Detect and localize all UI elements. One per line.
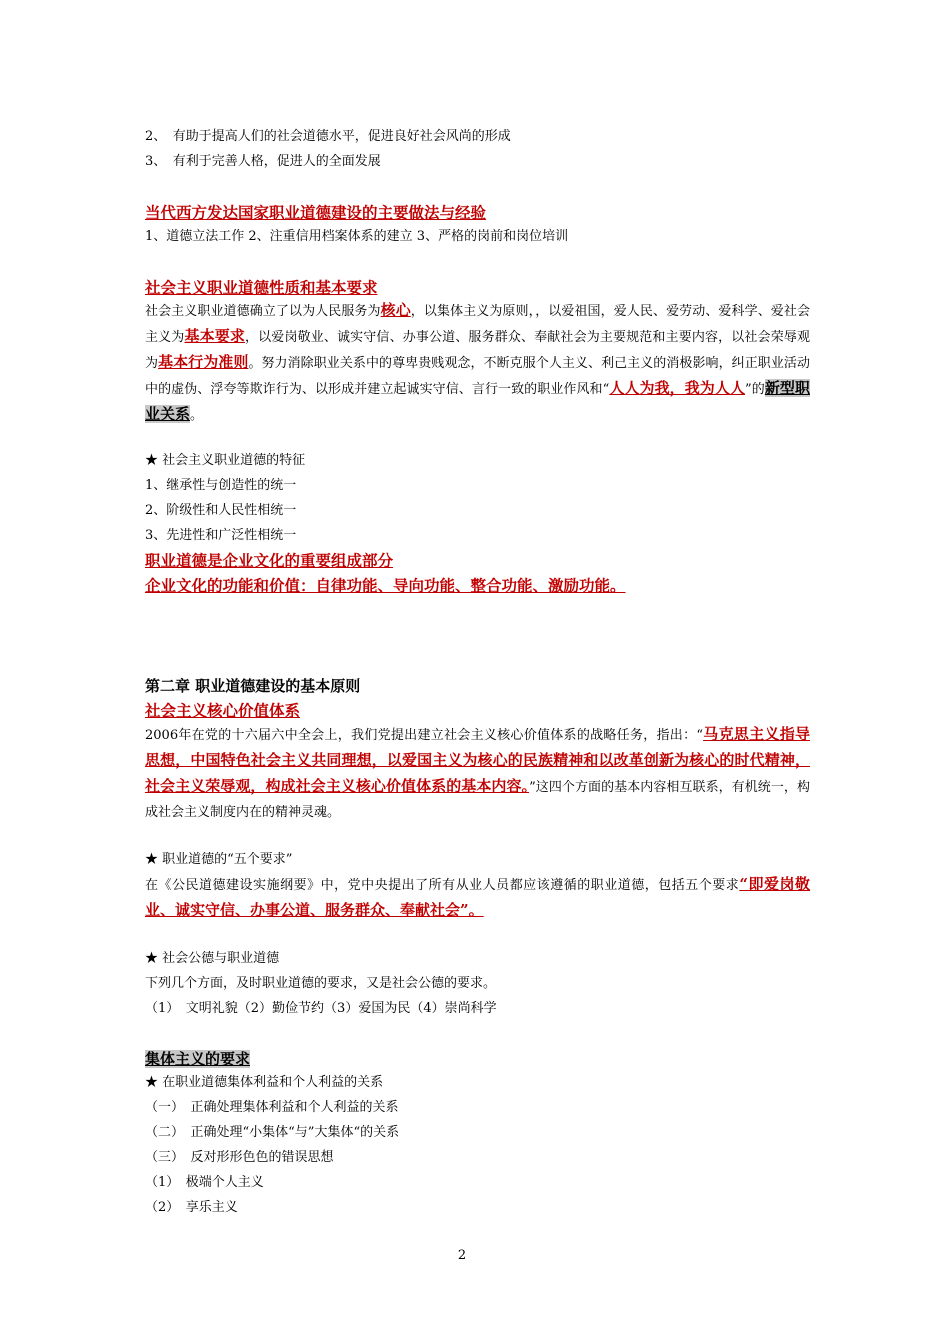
list-item: （2） 享乐主义 [145, 1200, 238, 1215]
list-item: （三） 反对形形色色的错误思想 [145, 1150, 334, 1165]
public-morality-title: ★ 社会公德与职业道德 [145, 951, 280, 966]
highlight-core-values: 马克思主义指导思想，中国特色社会主义共同理想，以爱国主义为核心的民族精神和以改革创新为核心的时代精神，社会主义荣辱观，构成社会主义核心价值体系的基本内容。 [145, 725, 810, 795]
chapter-title: 第二章 职业道德建设的基本原则 [145, 677, 361, 695]
list-item: 3、先进性和广泛性相统一 [145, 528, 297, 543]
corporate-culture-functions: 企业文化的功能和价值：自律功能、导向功能、整合功能、激励功能。 [145, 576, 626, 595]
list-item: （1） 极端个人主义 [145, 1175, 264, 1190]
socialist-paragraph: 社会主义职业道德确立了以为人民服务为核心，以集体主义为原则，，以爱祖国，爱人民、爱劳动、爱科学、爱社会主义为基本要求，以爱岗敬业、诚实守信、办事公道、服务群众、奉献社会为主要规范和主要内容，以社会荣辱观为基本行为准则。努力消除职业关系中的尊卑贵贱观念，不断克服个人主义、利己主义的消极影响，纠正职业活动中的虚伪、浮夸等欺诈行为、以形成并建立起诚实守信、言行一致的职业作风和“人人为我，我为人人”的新型职业关系。 [145, 301, 810, 423]
list-item: （一） 正确处理集体利益和个人利益的关系 [145, 1100, 399, 1115]
core-values-heading: 社会主义核心价值体系 [145, 701, 301, 720]
highlight-five-requirements: “即爱岗敬业、诚实守信、办事公道、服务群众、奉献社会”。 [145, 875, 810, 919]
features-title: ★ 社会主义职业道德的特征 [145, 453, 306, 468]
public-morality-items: （1） 文明礼貌（2）勤俭节约（3）爱国为民（4）崇尚科学 [145, 1001, 497, 1016]
highlight-basic-requirement: 基本要求 [184, 327, 246, 345]
corporate-culture-heading: 职业道德是企业文化的重要组成部分 [145, 551, 394, 570]
section-heading-socialist: 社会主义职业道德性质和基本要求 [145, 278, 378, 297]
highlight-basic-conduct: 基本行为准则 [158, 353, 249, 371]
section-heading-west: 当代西方发达国家职业道德建设的主要做法与经验 [145, 203, 487, 222]
list-item: 2、 有助于提高人们的社会道德水平，促进良好社会风尚的形成 [145, 129, 511, 144]
public-morality-text: 下列几个方面，及时职业道德的要求，又是社会公德的要求。 [145, 976, 497, 991]
west-practices-text: 1、道德立法工作 2、注重信用档案体系的建立 3、严格的岗前和岗位培训 [145, 229, 569, 244]
list-item: （二） 正确处理“小集体“与”大集体“的关系 [145, 1125, 400, 1140]
highlight-motto: 人人为我，我为人人 [609, 379, 746, 397]
list-item: 3、 有利于完善人格，促进人的全面发展 [145, 154, 381, 169]
highlight-new-relation: 新型职业关系 [145, 379, 810, 423]
list-item: 2、阶级性和人民性相统一 [145, 503, 297, 518]
collectivism-heading: 集体主义的要求 [145, 1050, 251, 1068]
highlight-core: 核心 [380, 301, 411, 319]
collectivism-title: ★ 在职业道德集体利益和个人利益的关系 [145, 1075, 384, 1090]
five-requirements-title: ★ 职业道德的“五个要求” [145, 852, 293, 867]
core-values-paragraph: 2006年在党的十六届六中全会上，我们党提出建立社会主义核心价值体系的战略任务，指出：“马克思主义指导思想，中国特色社会主义共同理想，以爱国主义为核心的民族精神和以改革创新为核心的时代精神，社会主义荣辱观，构成社会主义核心价值体系的基本内容。”这四个方面的基本内容相互联系，有机统一，构成社会主义制度内在的精神灵魂。 [145, 725, 810, 820]
five-requirements-paragraph: 在《公民道德建设实施纲要》中，党中央提出了所有从业人员都应该遵循的职业道德，包括五个要求“即爱岗敬业、诚实守信、办事公道、服务群众、奉献社会”。 [145, 875, 810, 919]
page-number: 2 [457, 1248, 467, 1263]
list-item: 1、继承性与创造性的统一 [145, 478, 297, 493]
